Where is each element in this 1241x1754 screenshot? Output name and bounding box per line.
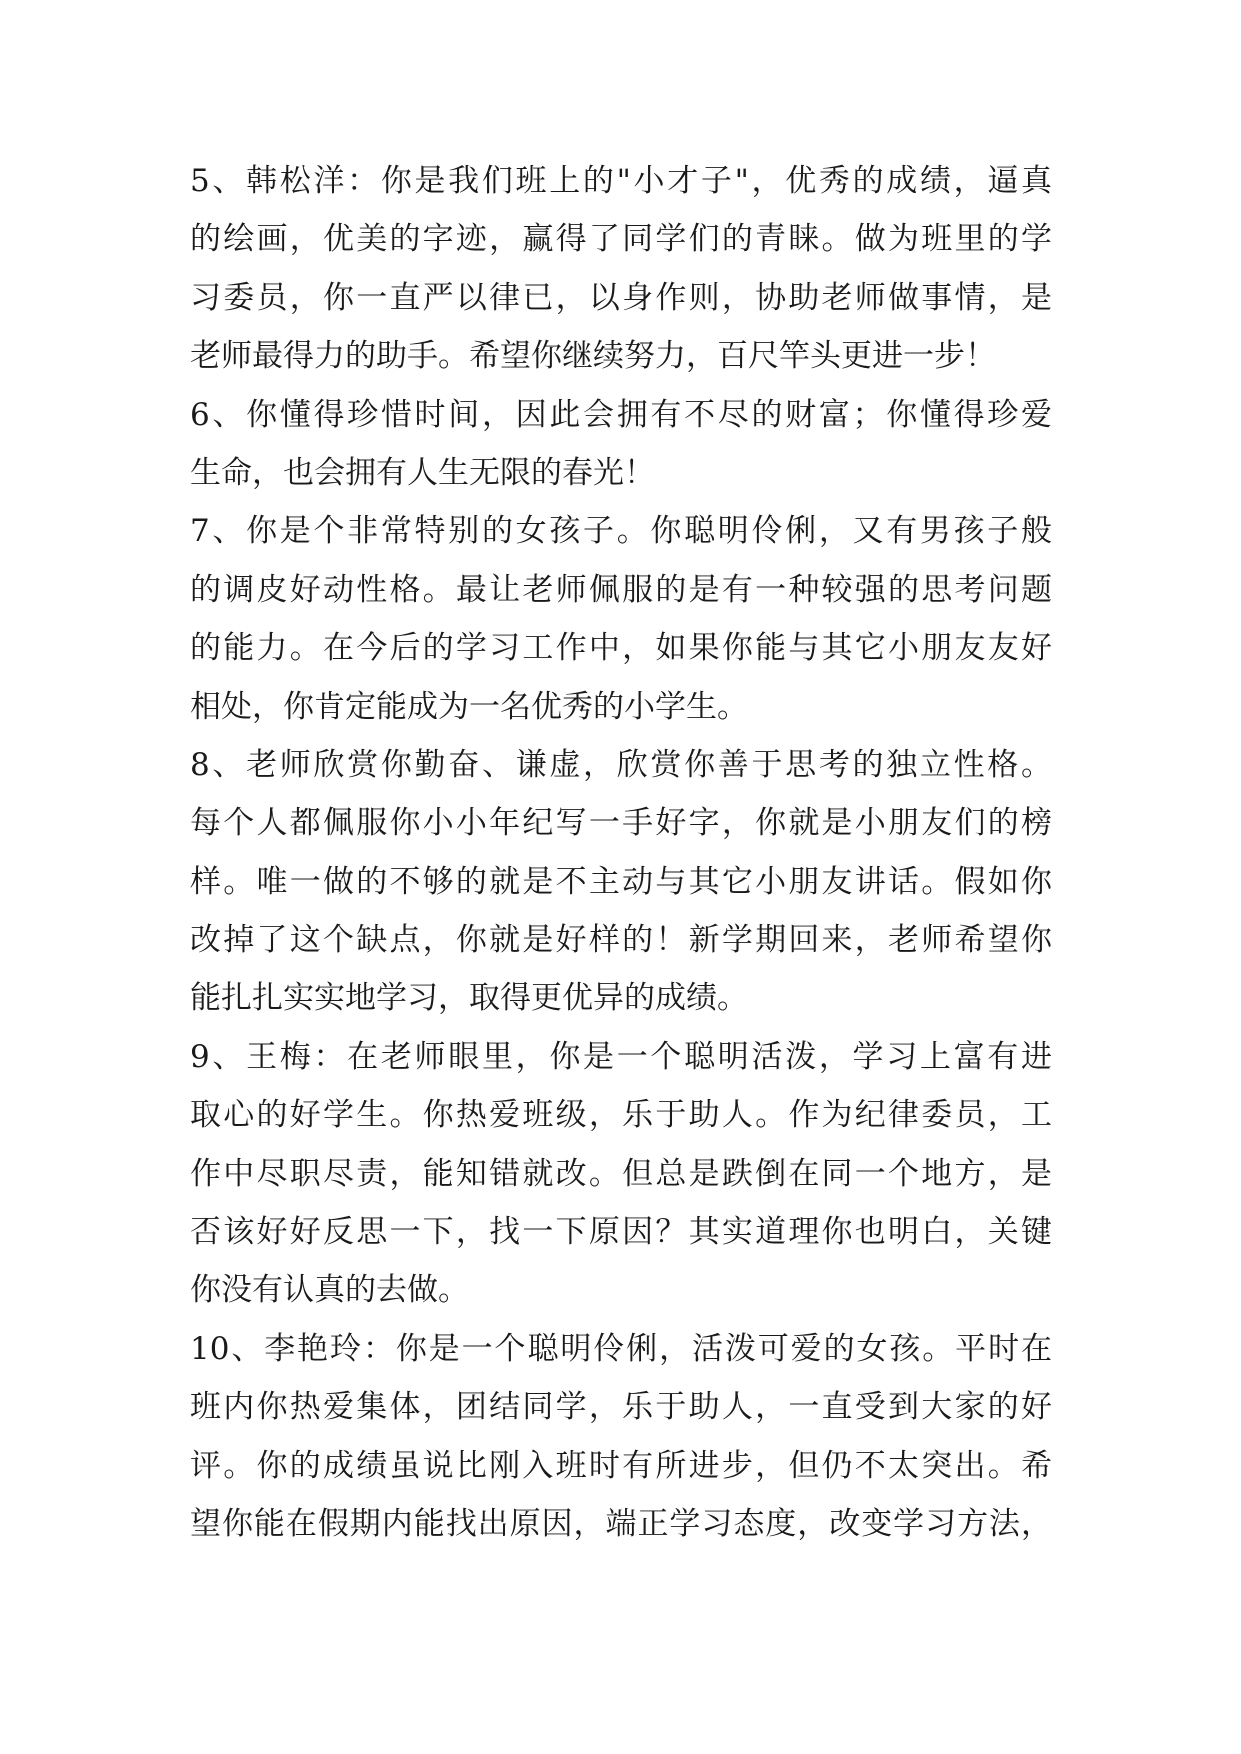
text-line: 评。你的成绩虽说比刚入班时有所进步，但仍不太突出。希 [190, 1447, 1052, 1484]
text-line: 6、你懂得珍惜时间，因此会拥有不尽的财富；你懂得珍爱 [190, 396, 1052, 433]
text-line: 改掉了这个缺点，你就是好样的！新学期回来，老师希望你 [190, 922, 1052, 959]
text-line: 能扎扎实实地学习，取得更优异的成绩。 [190, 980, 748, 1017]
document-page [190, 152, 1052, 1553]
text-line: 的能力。在今后的学习工作中，如果你能与其它小朋友友好 [190, 630, 1052, 667]
text-line: 生命，也会拥有人生无限的春光！ [190, 454, 655, 491]
text-line: 否该好好反思一下，找一下原因？其实道理你也明白，关键 [190, 1214, 1052, 1251]
paragraph-9 [190, 1028, 1052, 1320]
text-line: 你没有认真的去做。 [190, 1272, 469, 1309]
text-line: 7、你是个非常特别的女孩子。你聪明伶俐，又有男孩子般 [190, 513, 1052, 550]
text-line: 8、老师欣赏你勤奋、谦虚，欣赏你善于思考的独立性格。 [190, 746, 1052, 783]
text-line: 样。唯一做的不够的就是不主动与其它小朋友讲话。假如你 [190, 863, 1052, 900]
paragraph-5 [190, 152, 1052, 386]
paragraph-6 [190, 386, 1052, 503]
paragraph-7 [190, 502, 1052, 736]
paragraph-8 [190, 736, 1052, 1028]
text-line: 10、李艳玲：你是一个聪明伶俐，活泼可爱的女孩。平时在 [190, 1330, 1052, 1367]
text-line: 望你能在假期内能找出原因，端正学习态度，改变学习方法， [190, 1505, 1052, 1542]
text-line: 老师最得力的助手。希望你继续努力，百尺竿头更进一步！ [190, 338, 996, 375]
text-line: 每个人都佩服你小小年纪写一手好字，你就是小朋友们的榜 [190, 805, 1052, 842]
text-line: 习委员，你一直严以律已，以身作则，协助老师做事情，是 [190, 279, 1052, 316]
paragraph-10 [190, 1320, 1052, 1554]
text-line: 5、韩松洋：你是我们班上的"小才子"，优秀的成绩，逼真 [190, 163, 1052, 199]
text-line: 班内你热爱集体，团结同学，乐于助人，一直受到大家的好 [190, 1389, 1052, 1426]
text-line: 9、王梅：在老师眼里，你是一个聪明活泼，学习上富有进 [190, 1038, 1052, 1075]
text-line: 取心的好学生。你热爱班级，乐于助人。作为纪律委员，工 [190, 1097, 1052, 1134]
text-line: 相处，你肯定能成为一名优秀的小学生。 [190, 688, 748, 725]
text-line: 的调皮好动性格。最让老师佩服的是有一种较强的思考问题 [190, 571, 1052, 608]
text-line: 作中尽职尽责，能知错就改。但总是跌倒在同一个地方，是 [190, 1155, 1052, 1192]
text-line: 的绘画，优美的字迹，赢得了同学们的青睐。做为班里的学 [190, 221, 1052, 258]
